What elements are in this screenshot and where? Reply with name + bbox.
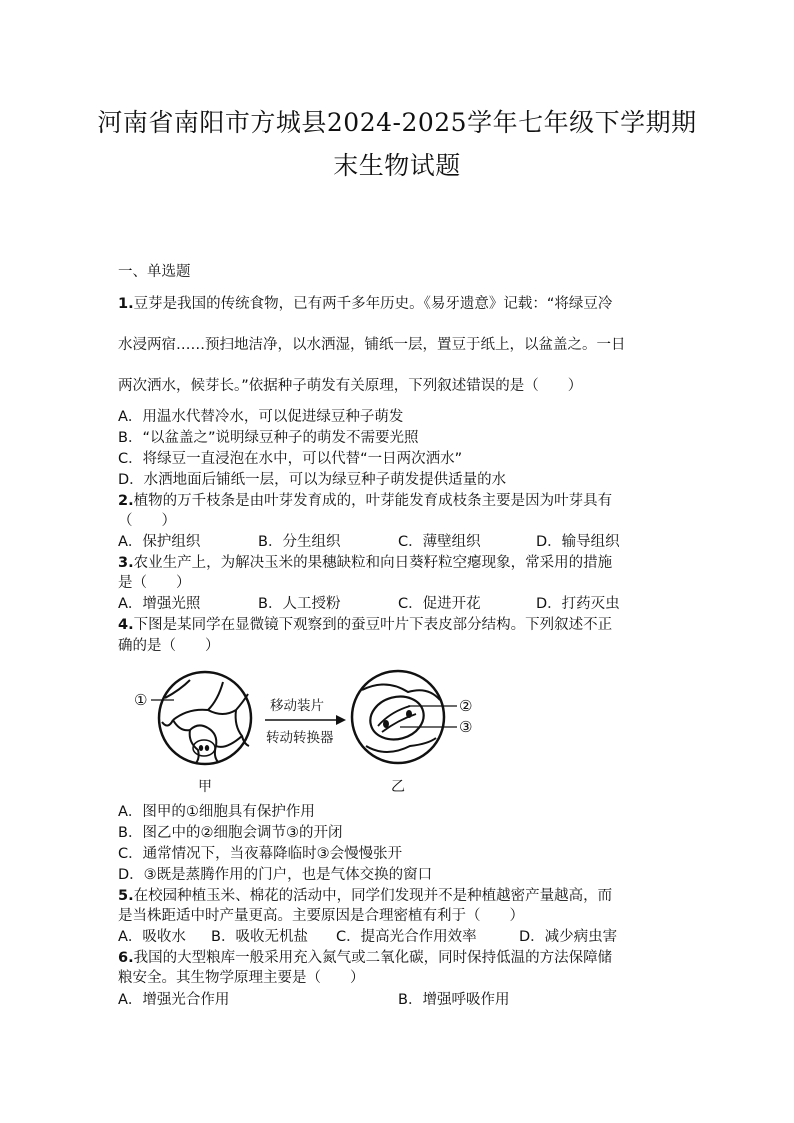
question-4-text: 下图是某同学在显微镜下观察到的蚕豆叶片下表皮部分结构。下列叙述不正 — [133, 617, 613, 633]
question-5-number: 5. — [118, 888, 134, 904]
question-1-number: 1. — [118, 296, 134, 312]
question-1-option-a: A．用温水代替冷水，可以促进绿豆种子萌发 — [118, 409, 404, 425]
question-3-option-a: A．增强光照 — [118, 596, 201, 612]
question-4-option-d: D．③既是蒸腾作用的门户，也是气体交换的窗口 — [118, 867, 433, 883]
question-1-option-b: B．“以盆盖之”说明绿豆种子的萌发不需要光照 — [118, 430, 419, 446]
transition-arrowhead — [336, 715, 346, 725]
question-6-options — [118, 988, 678, 1008]
document-title-line1: 河南省南阳市方城县2024-2025学年七年级下学期期 — [97, 108, 697, 137]
question-4-option-b: B．图乙中的②细胞会调节③的开闭 — [118, 825, 343, 841]
arrow-label-top: 移动装片 — [270, 698, 324, 714]
question-3-option-d: D．打药灭虫 — [536, 596, 620, 612]
question-6-number: 6. — [118, 950, 134, 966]
question-5-option-d: D．减少病虫害 — [519, 929, 618, 945]
question-3-option-c: C．促进开花 — [398, 596, 481, 612]
question-5-option-a: A．吸收水 — [118, 929, 186, 945]
question-3-options — [118, 592, 678, 612]
question-3-line2: 是（ ） — [118, 575, 191, 591]
question-5-option-c: C．提高光合作用效率 — [336, 929, 477, 945]
question-3-option-b: B．人工授粉 — [258, 596, 341, 612]
document-title-line2: 末生物试题 — [333, 151, 461, 180]
question-4-option-c: C．通常情况下，当夜幕降临时③会慢慢张开 — [118, 846, 403, 862]
question-4-line1 — [118, 613, 612, 634]
figure-caption-right: 乙 — [391, 779, 405, 795]
question-3-number: 3. — [118, 555, 134, 571]
question-2-option-a: A．保护组织 — [118, 534, 201, 550]
question-2-option-c: C．薄壁组织 — [398, 534, 481, 550]
question-2-options — [118, 530, 678, 550]
figure-label-3: ③ — [459, 718, 473, 736]
question-6-text: 我国的大型粮库一般采用充入氮气或二氧化碳，同时保持低温的方法保障储 — [133, 950, 613, 966]
question-2-line2: （ ） — [118, 513, 176, 529]
question-2-line1 — [118, 489, 612, 510]
question-2-option-d: D．输导组织 — [536, 534, 620, 550]
question-4-number: 4. — [118, 617, 134, 633]
question-3-line1 — [118, 551, 612, 572]
question-1-line1 — [118, 292, 612, 313]
question-1-option-d: D．水洒地面后铺纸一层，可以为绿豆种子萌发提供适量的水 — [118, 472, 507, 488]
question-5-line1 — [118, 884, 612, 905]
question-5-options — [118, 925, 678, 945]
section-heading: 一、单选题 — [118, 264, 191, 280]
epidermis-figure — [118, 660, 498, 800]
question-1-line3: 两次洒水，候芽长。”依据种子萌发有关原理，下列叙述错误的是（ ） — [118, 378, 583, 394]
figure-label-2: ② — [459, 697, 473, 715]
figure-right-view — [352, 671, 444, 763]
figure-left-view — [159, 672, 251, 764]
question-2-number: 2. — [118, 493, 134, 509]
question-5-option-b: B．吸收无机盐 — [211, 929, 308, 945]
question-1-option-c: C．将绿豆一直浸泡在水中，可以代替“一日两次洒水” — [118, 451, 463, 467]
question-1-text: 豆芽是我国的传统食物，已有两千多年历史。《易牙遗意》记载：“将绿豆冷 — [133, 296, 613, 312]
question-4-option-a: A．图甲的①细胞具有保护作用 — [118, 804, 315, 820]
question-3-text: 农业生产上，为解决玉米的果穗缺粒和向日葵籽粒空瘪现象，常采用的措施 — [133, 555, 613, 571]
question-2-text: 植物的万千枝条是由叶芽发育成的，叶芽能发育成枝条主要是因为叶芽具有 — [133, 493, 613, 509]
question-1-line2: 水浸两宿……预扫地洁净，以水洒湿，铺纸一层，置豆于纸上，以盆盖之。一日 — [118, 337, 626, 353]
question-5-line2: 是当株距适中时产量更高。主要原因是合理密植有利于（ ） — [118, 908, 524, 924]
question-5-text: 在校园种植玉米、棉花的活动中，同学们发现并不是种植越密产量越高，而 — [133, 888, 613, 904]
question-6-option-b: B．增强呼吸作用 — [398, 992, 510, 1008]
arrow-label-bottom: 转动转换器 — [266, 730, 334, 746]
question-4-line2: 确的是（ ） — [118, 638, 220, 654]
figure-caption-left: 甲 — [198, 779, 212, 795]
question-6-line2: 粮安全。其生物学原理主要是（ ） — [118, 970, 365, 986]
question-6-option-a: A．增强光合作用 — [118, 992, 230, 1008]
question-2-option-b: B．分生组织 — [258, 534, 341, 550]
question-6-line1 — [118, 946, 612, 967]
figure-label-1: ① — [134, 691, 148, 709]
